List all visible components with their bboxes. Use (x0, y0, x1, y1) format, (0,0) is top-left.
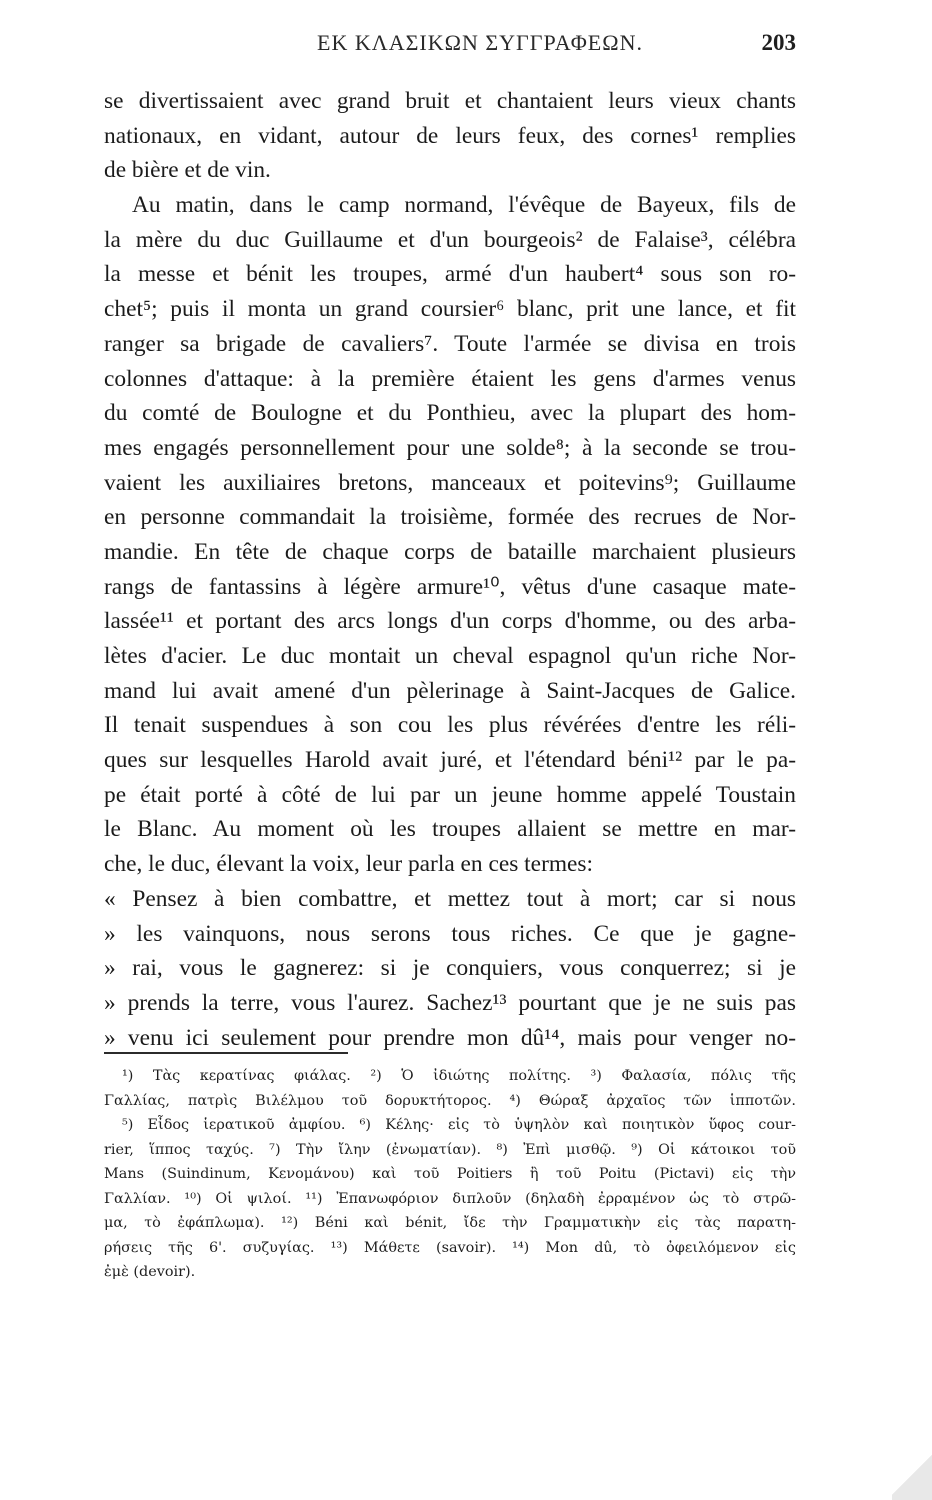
footnote-line: Γαλλίαν. ¹⁰) Οἱ ψιλοί. ¹¹) Ἐπανωφόριον διπλοῦν (δηλαδὴ ἐρραμένον ὡς τὸ στρῶ- (104, 1190, 796, 1207)
text-line: mand lui avait amené d'un pèlerinage à Saint-Jacques de Galice. (104, 677, 796, 704)
text-line: mes engagés personnellement pour une solde⁸; à la seconde se trou- (104, 434, 796, 461)
text-line: » les vainquons, nous serons tous riches. Ce que je gagne- (104, 920, 796, 947)
text-line: nationaux, en vidant, autour de leurs feux, des cornes¹ remplies (104, 122, 796, 149)
text-line: en personne commandait la troisième, formée des recrues de Nor- (104, 504, 796, 531)
text-line: le Blanc. Au moment où les troupes allaient se mettre en mar- (104, 816, 796, 843)
page-edge-shadow (892, 1450, 932, 1500)
text-line: chet⁵; puis il monta un grand coursier⁶ blanc, prit une lance, et fit (104, 296, 796, 323)
text-line: rangs de fantassins à légère armure¹⁰, vêtus d'une casaque mate- (104, 573, 796, 600)
text-line: » prends la terre, vous l'aurez. Sachez¹³ pourtant que je ne suis pas (104, 989, 796, 1016)
text-line: lassée¹¹ et portant des arcs longs d'un corps d'homme, ou des arba- (104, 608, 796, 635)
footnote-line: ἐμὲ (devoir). (104, 1264, 196, 1280)
text-line: colonnes d'attaque: à la première étaient les gens d'armes venus (104, 365, 796, 392)
text-line: la mère du duc Guillaume et d'un bourgeois² de Falaise³, célébra (104, 226, 796, 253)
text-line: du comté de Boulogne et du Ponthieu, avec la plupart des hom- (104, 400, 796, 427)
footnote-line: ρήσεις τῆς 6'. συζυγίας. ¹³) Μάθετε (savoir). ¹⁴) Mon dû, τὸ ὀφειλόμενον εἰς (104, 1239, 796, 1256)
text-line: » venu ici seulement pour prendre mon dû¹⁴, mais pour venger no- (104, 1024, 796, 1051)
footnote-line: Mans (Suindinum, Κενομάνου) καὶ τοῦ Poitiers ἢ τοῦ Poitu (Pictavi) εἰς τὴν (104, 1166, 796, 1182)
text-line: de bière et de vin. (104, 157, 271, 184)
footnote-line: ¹) Τὰς κερατίνας φιάλας. ²) Ὁ ἰδιώτης πολίτης. ³) Φαλασία, πόλις τῆς (122, 1068, 796, 1084)
text-line: Au matin, dans le camp normand, l'évêque de Bayeux, fils de (132, 192, 796, 219)
page-number: 203 (761, 30, 796, 55)
footnote-line: Γαλλίας, πατρὶς Βιλέλμου τοῦ δορυκτήτορος. ⁴) Θώραξ ἀρχαῖος τῶν ἱπποτῶν. (104, 1092, 796, 1109)
text-line: » rai, vous le gagnerez: si je conquiers, vous conquerrez; si je (104, 955, 796, 982)
footnotes (104, 1064, 796, 1285)
footnote-line: rier, ἵππος ταχύς. ⁷) Τὴν ἴλην (ἐνωματίαν). ⁸) Ἐπὶ μισθῷ. ⁹) Οἱ κάτοικοι τοῦ (104, 1141, 796, 1158)
text-line: vaient les auxiliaires bretons, manceaux et poitevins⁹; Guillaume (104, 469, 796, 496)
text-line: la messe et bénit les troupes, armé d'un haubert⁴ sous son ro- (104, 261, 796, 288)
text-line: che, le duc, élevant la voix, leur parla en ces termes: (104, 851, 594, 878)
footnote-line: μα, τὸ ἐφάπλωμα). ¹²) Béni καὶ bénit, ἴδε τὴν Γραμματικὴν εἰς τὰς παρατη- (104, 1215, 796, 1231)
main-text (104, 84, 796, 1055)
text-line: « Pensez à bien combattre, et mettez tout à mort; car si nous (104, 885, 796, 912)
text-line: ranger sa brigade de cavaliers⁷. Toute l'armée se divisa en trois (104, 330, 796, 357)
footnote-divider (104, 1052, 348, 1054)
page-header (104, 30, 796, 60)
text-line: mandie. En tête de chaque corps de bataille marchaient plusieurs (104, 538, 796, 565)
text-line: pe était porté à côté de lui par un jeune homme appelé Toustain (104, 781, 796, 808)
text-line: ques sur lesquelles Harold avait juré, et l'étendard béni¹² par le pa- (104, 747, 796, 774)
text-line: lètes d'acier. Le duc montait un cheval espagnol qu'un riche Nor- (104, 643, 796, 669)
footnote-line: ⁵) Εἶδος ἱερατικοῦ ἀμφίου. ⁶) Κέλης· εἰς τὸ ὑψηλὸν καὶ ποιητικὸν ὕφος cour- (122, 1117, 796, 1133)
running-title: ΕΚ ΚΛΑΣΙΚΩΝ ΣΥΓΓΡΑΦΕΩΝ. (317, 30, 643, 55)
text-line: se divertissaient avec grand bruit et chantaient leurs vieux chants (104, 88, 796, 114)
text-line: Il tenait suspendues à son cou les plus révérées d'entre les réli- (104, 712, 796, 739)
